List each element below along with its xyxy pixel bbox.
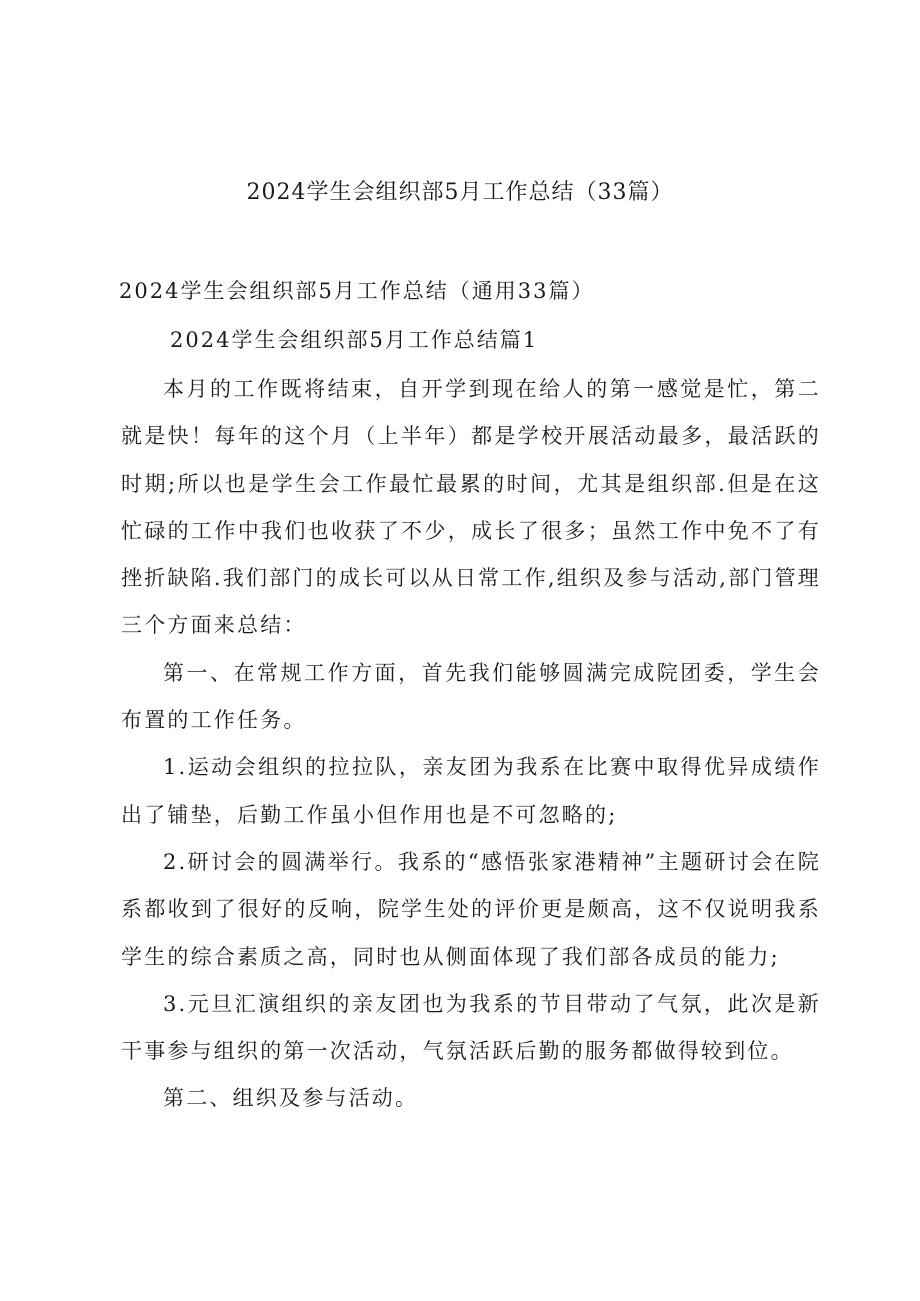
body-paragraph: 2.研讨会的圆满举行。我系的“感悟张家港精神”主题研讨会在院系都收到了很好的反响，院学生处的评价更是颇高，这不仅说明我系学生的综合素质之高，同时也从侧面体现了我们部各成员的能力; xyxy=(121,849,821,969)
body-paragraph: 1.运动会组织的拉拉队，亲友团为我系在比赛中取得优异成绩作出了铺垫，后勤工作虽小但作用也是不可忽略的; xyxy=(121,755,821,827)
body-paragraph: 本月的工作既将结束，自开学到现在给人的第一感觉是忙，第二就是快！每年的这个月（上半年）都是学校开展活动最多，最活跃的时期;所以也是学生会工作最忙最累的时间，尤其是组织部.但是在这忙碌的工作中我们也收获了不少，成长了很多；虽然工作中免不了有挫折缺陷.我们部门的成长可以从日常工作,组织及参与活动,部门管理三个方面来总结： xyxy=(121,377,821,638)
document-subtitle: 2024学生会组织部5月工作总结（通用33篇） xyxy=(119,279,595,303)
document-body xyxy=(121,366,821,1123)
body-paragraph: 第二、组织及参与活动。 xyxy=(163,1086,419,1111)
section-heading: 2024学生会组织部5月工作总结篇1 xyxy=(170,328,539,352)
body-paragraph: 3.元旦汇演组织的亲友团也为我系的节目带动了气氛，此次是新干事参与组织的第一次活动，气氛活跃后勤的服务都做得较到位。 xyxy=(121,991,821,1064)
body-paragraph: 第一、在常规工作方面，首先我们能够圆满完成院团委，学生会布置的工作任务。 xyxy=(121,660,821,733)
document-title: 2024学生会组织部5月工作总结（33篇） xyxy=(246,180,674,205)
